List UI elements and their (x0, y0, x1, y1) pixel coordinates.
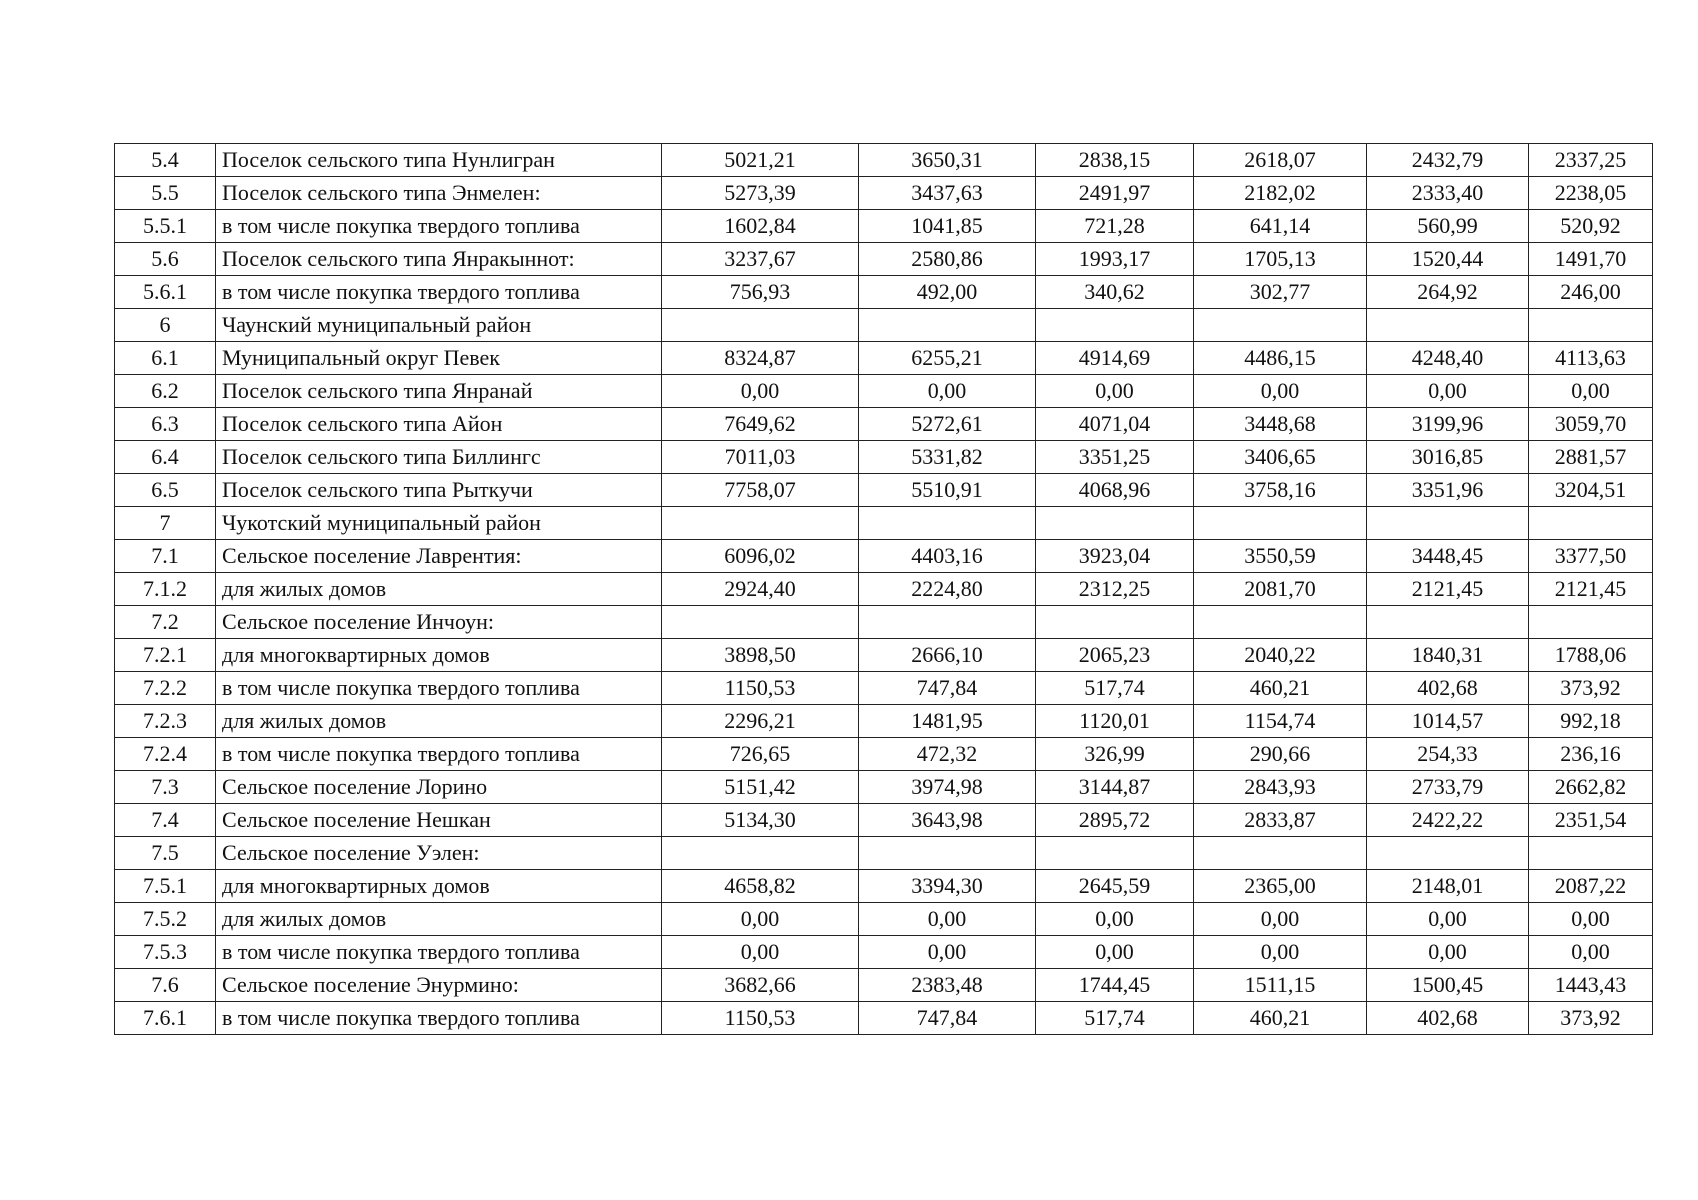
value-cell: 2580,86 (859, 243, 1036, 276)
value-cell (1036, 606, 1194, 639)
row-number-cell: 7.5.2 (115, 903, 216, 936)
row-name-cell: в том числе покупка твердого топлива (216, 738, 662, 771)
value-cell: 0,00 (1194, 936, 1367, 969)
value-cell (1529, 837, 1653, 870)
value-cell: 0,00 (1194, 375, 1367, 408)
value-cell: 2662,82 (1529, 771, 1653, 804)
value-cell (1194, 606, 1367, 639)
table-row (115, 276, 1653, 309)
row-number-cell: 7 (115, 507, 216, 540)
value-cell: 1500,45 (1367, 969, 1529, 1002)
value-cell (1036, 309, 1194, 342)
value-cell: 1788,06 (1529, 639, 1653, 672)
row-number-cell: 7.5.1 (115, 870, 216, 903)
row-name-cell: Чаунский муниципальный район (216, 309, 662, 342)
value-cell: 2337,25 (1529, 144, 1653, 177)
value-cell: 0,00 (859, 936, 1036, 969)
row-number-cell: 5.6.1 (115, 276, 216, 309)
value-cell: 3682,66 (662, 969, 859, 1002)
value-cell: 326,99 (1036, 738, 1194, 771)
table-row (115, 573, 1653, 606)
row-number-cell: 7.2.4 (115, 738, 216, 771)
value-cell: 747,84 (859, 1002, 1036, 1035)
value-cell (662, 309, 859, 342)
value-cell: 460,21 (1194, 1002, 1367, 1035)
row-name-cell: в том числе покупка твердого топлива (216, 672, 662, 705)
value-cell: 2312,25 (1036, 573, 1194, 606)
value-cell (1529, 507, 1653, 540)
value-cell: 0,00 (859, 375, 1036, 408)
table-row (115, 837, 1653, 870)
value-cell: 2065,23 (1036, 639, 1194, 672)
row-number-cell: 7.2.1 (115, 639, 216, 672)
value-cell: 2238,05 (1529, 177, 1653, 210)
table-row (115, 144, 1653, 177)
row-number-cell: 5.6 (115, 243, 216, 276)
value-cell: 290,66 (1194, 738, 1367, 771)
value-cell: 0,00 (1529, 936, 1653, 969)
row-name-cell: в том числе покупка твердого топлива (216, 1002, 662, 1035)
value-cell: 2666,10 (859, 639, 1036, 672)
value-cell: 236,16 (1529, 738, 1653, 771)
row-number-cell: 5.5.1 (115, 210, 216, 243)
value-cell: 3016,85 (1367, 441, 1529, 474)
value-cell: 3406,65 (1194, 441, 1367, 474)
value-cell: 3144,87 (1036, 771, 1194, 804)
value-cell: 3351,96 (1367, 474, 1529, 507)
row-name-cell: для жилых домов (216, 903, 662, 936)
value-cell: 3237,67 (662, 243, 859, 276)
value-cell: 641,14 (1194, 210, 1367, 243)
value-cell: 3923,04 (1036, 540, 1194, 573)
value-cell: 560,99 (1367, 210, 1529, 243)
value-cell: 0,00 (1367, 936, 1529, 969)
tariff-table (114, 143, 1653, 1035)
table-row (115, 375, 1653, 408)
table-row (115, 309, 1653, 342)
row-name-cell: Чукотский муниципальный район (216, 507, 662, 540)
value-cell (1367, 309, 1529, 342)
value-cell: 0,00 (859, 903, 1036, 936)
value-cell: 5021,21 (662, 144, 859, 177)
value-cell: 4068,96 (1036, 474, 1194, 507)
value-cell: 1154,74 (1194, 705, 1367, 738)
value-cell: 402,68 (1367, 1002, 1529, 1035)
value-cell: 0,00 (1036, 903, 1194, 936)
value-cell: 2924,40 (662, 573, 859, 606)
value-cell: 5331,82 (859, 441, 1036, 474)
value-cell: 2365,00 (1194, 870, 1367, 903)
row-number-cell: 7.2.3 (115, 705, 216, 738)
value-cell (1367, 837, 1529, 870)
row-name-cell: Поселок сельского типа Айон (216, 408, 662, 441)
row-name-cell: Поселок сельского типа Янракыннот: (216, 243, 662, 276)
value-cell: 3974,98 (859, 771, 1036, 804)
table-row (115, 606, 1653, 639)
value-cell: 2645,59 (1036, 870, 1194, 903)
value-cell: 302,77 (1194, 276, 1367, 309)
value-cell: 402,68 (1367, 672, 1529, 705)
value-cell: 4403,16 (859, 540, 1036, 573)
row-number-cell: 6.4 (115, 441, 216, 474)
value-cell: 6255,21 (859, 342, 1036, 375)
value-cell: 520,92 (1529, 210, 1653, 243)
row-number-cell: 7.4 (115, 804, 216, 837)
value-cell: 340,62 (1036, 276, 1194, 309)
row-number-cell: 6.5 (115, 474, 216, 507)
row-name-cell: для жилых домов (216, 573, 662, 606)
row-number-cell: 6.2 (115, 375, 216, 408)
row-name-cell: Поселок сельского типа Нунлигран (216, 144, 662, 177)
value-cell: 0,00 (1367, 375, 1529, 408)
value-cell: 2040,22 (1194, 639, 1367, 672)
value-cell: 2351,54 (1529, 804, 1653, 837)
row-number-cell: 6.3 (115, 408, 216, 441)
value-cell: 3448,68 (1194, 408, 1367, 441)
value-cell: 5272,61 (859, 408, 1036, 441)
value-cell: 7758,07 (662, 474, 859, 507)
value-cell: 1511,15 (1194, 969, 1367, 1002)
value-cell (1194, 309, 1367, 342)
row-number-cell: 7.2.2 (115, 672, 216, 705)
value-cell: 2881,57 (1529, 441, 1653, 474)
table-row (115, 870, 1653, 903)
value-cell: 3059,70 (1529, 408, 1653, 441)
row-name-cell: Поселок сельского типа Энмелен: (216, 177, 662, 210)
value-cell: 2432,79 (1367, 144, 1529, 177)
row-name-cell: Поселок сельского типа Рыткучи (216, 474, 662, 507)
value-cell: 5510,91 (859, 474, 1036, 507)
table-row (115, 507, 1653, 540)
value-cell: 4071,04 (1036, 408, 1194, 441)
table-row (115, 969, 1653, 1002)
value-cell: 7011,03 (662, 441, 859, 474)
value-cell: 1520,44 (1367, 243, 1529, 276)
table-row (115, 408, 1653, 441)
value-cell (1529, 606, 1653, 639)
row-name-cell: Сельское поселение Инчоун: (216, 606, 662, 639)
value-cell: 0,00 (662, 936, 859, 969)
value-cell: 2895,72 (1036, 804, 1194, 837)
value-cell: 0,00 (1036, 375, 1194, 408)
value-cell: 254,33 (1367, 738, 1529, 771)
row-name-cell: в том числе покупка твердого топлива (216, 276, 662, 309)
value-cell: 3643,98 (859, 804, 1036, 837)
value-cell: 5273,39 (662, 177, 859, 210)
row-number-cell: 7.6 (115, 969, 216, 1002)
value-cell (1529, 309, 1653, 342)
table-row (115, 903, 1653, 936)
value-cell: 0,00 (1367, 903, 1529, 936)
value-cell: 4113,63 (1529, 342, 1653, 375)
value-cell: 1120,01 (1036, 705, 1194, 738)
value-cell: 1993,17 (1036, 243, 1194, 276)
value-cell: 2843,93 (1194, 771, 1367, 804)
value-cell: 5134,30 (662, 804, 859, 837)
table-row (115, 804, 1653, 837)
value-cell: 4658,82 (662, 870, 859, 903)
value-cell: 2422,22 (1367, 804, 1529, 837)
value-cell: 3448,45 (1367, 540, 1529, 573)
value-cell: 2383,48 (859, 969, 1036, 1002)
value-cell: 2838,15 (1036, 144, 1194, 177)
value-cell: 517,74 (1036, 672, 1194, 705)
value-cell: 492,00 (859, 276, 1036, 309)
table-row (115, 342, 1653, 375)
value-cell: 3377,50 (1529, 540, 1653, 573)
value-cell: 2833,87 (1194, 804, 1367, 837)
value-cell: 3898,50 (662, 639, 859, 672)
value-cell: 756,93 (662, 276, 859, 309)
value-cell: 1041,85 (859, 210, 1036, 243)
row-name-cell: Муниципальный округ Певек (216, 342, 662, 375)
value-cell: 460,21 (1194, 672, 1367, 705)
table-row (115, 441, 1653, 474)
table-row (115, 177, 1653, 210)
row-name-cell: Поселок сельского типа Янранай (216, 375, 662, 408)
value-cell (1194, 837, 1367, 870)
value-cell (859, 309, 1036, 342)
row-name-cell: Сельское поселение Энурмино: (216, 969, 662, 1002)
value-cell: 1443,43 (1529, 969, 1653, 1002)
table-row (115, 738, 1653, 771)
value-cell: 3204,51 (1529, 474, 1653, 507)
value-cell: 0,00 (1036, 936, 1194, 969)
value-cell (1367, 606, 1529, 639)
row-name-cell: Сельское поселение Нешкан (216, 804, 662, 837)
row-number-cell: 7.1 (115, 540, 216, 573)
row-name-cell: Сельское поселение Лаврентия: (216, 540, 662, 573)
table-row (115, 672, 1653, 705)
row-number-cell: 7.6.1 (115, 1002, 216, 1035)
value-cell: 264,92 (1367, 276, 1529, 309)
value-cell: 0,00 (662, 903, 859, 936)
value-cell: 2491,97 (1036, 177, 1194, 210)
row-number-cell: 6.1 (115, 342, 216, 375)
row-number-cell: 5.4 (115, 144, 216, 177)
value-cell (1036, 507, 1194, 540)
value-cell: 2148,01 (1367, 870, 1529, 903)
table-row (115, 540, 1653, 573)
value-cell: 2224,80 (859, 573, 1036, 606)
value-cell: 721,28 (1036, 210, 1194, 243)
row-number-cell: 7.5 (115, 837, 216, 870)
value-cell: 4486,15 (1194, 342, 1367, 375)
value-cell: 1744,45 (1036, 969, 1194, 1002)
value-cell: 747,84 (859, 672, 1036, 705)
table-row (115, 771, 1653, 804)
value-cell: 3650,31 (859, 144, 1036, 177)
table-body (115, 144, 1653, 1035)
value-cell: 517,74 (1036, 1002, 1194, 1035)
value-cell: 1840,31 (1367, 639, 1529, 672)
value-cell (859, 507, 1036, 540)
value-cell: 4914,69 (1036, 342, 1194, 375)
row-name-cell: в том числе покупка твердого топлива (216, 210, 662, 243)
row-number-cell: 7.2 (115, 606, 216, 639)
value-cell (1194, 507, 1367, 540)
row-number-cell: 7.3 (115, 771, 216, 804)
value-cell: 2733,79 (1367, 771, 1529, 804)
value-cell: 3351,25 (1036, 441, 1194, 474)
value-cell: 7649,62 (662, 408, 859, 441)
value-cell: 6096,02 (662, 540, 859, 573)
value-cell: 0,00 (1529, 903, 1653, 936)
value-cell: 726,65 (662, 738, 859, 771)
value-cell: 0,00 (1529, 375, 1653, 408)
row-name-cell: Сельское поселение Уэлен: (216, 837, 662, 870)
value-cell: 1150,53 (662, 1002, 859, 1035)
value-cell: 1481,95 (859, 705, 1036, 738)
value-cell: 1602,84 (662, 210, 859, 243)
value-cell: 1491,70 (1529, 243, 1653, 276)
row-number-cell: 7.1.2 (115, 573, 216, 606)
value-cell: 373,92 (1529, 672, 1653, 705)
value-cell: 8324,87 (662, 342, 859, 375)
value-cell: 1150,53 (662, 672, 859, 705)
table-row (115, 1002, 1653, 1035)
value-cell (859, 606, 1036, 639)
table-row (115, 210, 1653, 243)
row-number-cell: 6 (115, 309, 216, 342)
value-cell: 3437,63 (859, 177, 1036, 210)
value-cell: 472,32 (859, 738, 1036, 771)
value-cell: 992,18 (1529, 705, 1653, 738)
table-row (115, 474, 1653, 507)
value-cell: 2087,22 (1529, 870, 1653, 903)
table-row (115, 639, 1653, 672)
value-cell (859, 837, 1036, 870)
table-row (115, 705, 1653, 738)
row-number-cell: 5.5 (115, 177, 216, 210)
value-cell: 3199,96 (1367, 408, 1529, 441)
value-cell (662, 507, 859, 540)
value-cell: 4248,40 (1367, 342, 1529, 375)
row-name-cell: Поселок сельского типа Биллингс (216, 441, 662, 474)
value-cell: 0,00 (662, 375, 859, 408)
value-cell: 2182,02 (1194, 177, 1367, 210)
row-name-cell: в том числе покупка твердого топлива (216, 936, 662, 969)
table-row (115, 936, 1653, 969)
value-cell: 2296,21 (662, 705, 859, 738)
row-name-cell: для жилых домов (216, 705, 662, 738)
value-cell: 2081,70 (1194, 573, 1367, 606)
value-cell (662, 606, 859, 639)
value-cell: 2121,45 (1529, 573, 1653, 606)
value-cell: 246,00 (1529, 276, 1653, 309)
value-cell (662, 837, 859, 870)
row-name-cell: для многоквартирных домов (216, 639, 662, 672)
value-cell (1036, 837, 1194, 870)
value-cell: 5151,42 (662, 771, 859, 804)
value-cell: 3394,30 (859, 870, 1036, 903)
value-cell: 2121,45 (1367, 573, 1529, 606)
value-cell: 1014,57 (1367, 705, 1529, 738)
value-cell: 3550,59 (1194, 540, 1367, 573)
value-cell: 1705,13 (1194, 243, 1367, 276)
value-cell: 2618,07 (1194, 144, 1367, 177)
value-cell (1367, 507, 1529, 540)
row-number-cell: 7.5.3 (115, 936, 216, 969)
value-cell: 373,92 (1529, 1002, 1653, 1035)
value-cell: 3758,16 (1194, 474, 1367, 507)
row-name-cell: для многоквартирных домов (216, 870, 662, 903)
value-cell: 0,00 (1194, 903, 1367, 936)
table-row (115, 243, 1653, 276)
row-name-cell: Сельское поселение Лорино (216, 771, 662, 804)
value-cell: 2333,40 (1367, 177, 1529, 210)
